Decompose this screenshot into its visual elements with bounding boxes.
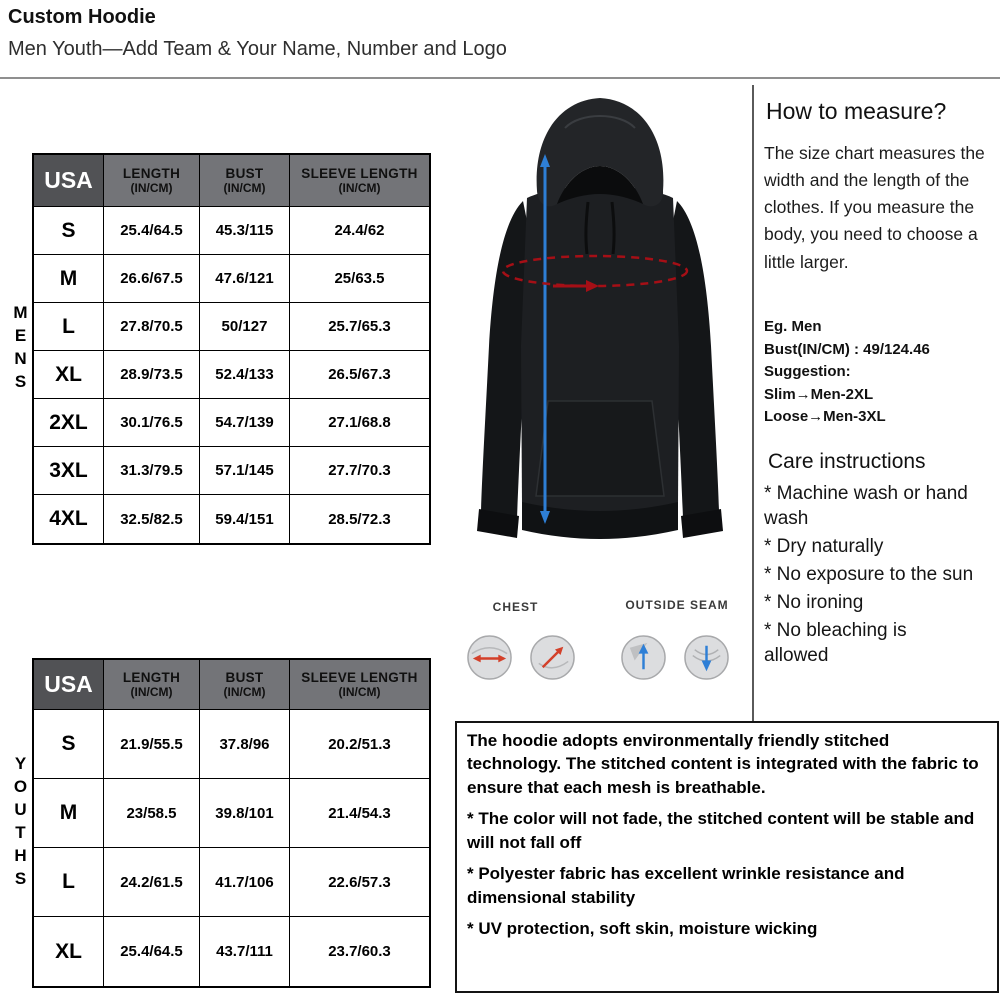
length-cell: 25.4/64.5 <box>104 917 200 986</box>
outside-seam-label: OUTSIDE SEAM <box>625 598 729 612</box>
right-column-divider <box>752 85 754 721</box>
length-cell: 24.2/61.5 <box>104 848 200 917</box>
sleeve-header-label: SLEEVE LENGTH <box>301 670 418 685</box>
bust-cell: 57.1/145 <box>200 447 290 495</box>
sleeve-cell: 28.5/72.3 <box>328 510 391 528</box>
length-cell: 28.9/73.5 <box>104 351 200 399</box>
sleeve-cell: 25.7/65.3 <box>290 303 429 351</box>
seam-up-icon <box>620 634 667 681</box>
length-cell: 30.1/76.5 <box>104 399 200 447</box>
care-item: * No bleaching is allowed <box>764 620 907 667</box>
measure-example-block <box>764 316 994 429</box>
length-unit-label: (IN/CM) <box>130 181 173 195</box>
bust-cell: 52.4/133 <box>200 351 290 399</box>
bust-cell: 37.8/96 <box>200 710 290 779</box>
length-unit-label: (IN/CM) <box>130 685 173 699</box>
mens-table-block <box>8 153 431 545</box>
bust-unit-label: (IN/CM) <box>223 685 266 699</box>
sleeve-cell: 27.1/68.8 <box>290 399 429 447</box>
bust-cell: 54.7/139 <box>200 399 290 447</box>
bust-cell: 41.7/106 <box>200 848 290 917</box>
size-cell: S <box>34 207 104 255</box>
size-cell: M <box>34 779 104 848</box>
usa-header-label: USA <box>44 671 93 697</box>
care-item: * Dry naturally <box>764 536 884 558</box>
chest-around-icon <box>529 634 576 681</box>
chest-label: CHEST <box>492 600 539 614</box>
sleeve-cell: 27.7/70.3 <box>290 447 429 495</box>
youths-group-label: YOUTHS <box>11 754 30 892</box>
page-title: Custom Hoodie <box>8 6 156 28</box>
usa-header-cell <box>34 660 104 710</box>
bust-cell: 47.6/121 <box>200 255 290 303</box>
bust-header-cell <box>200 660 290 710</box>
example-line: Eg. Men <box>764 318 822 335</box>
length-header-cell <box>104 660 200 710</box>
size-cell: M <box>34 255 104 303</box>
how-to-measure-body: The size chart measures the width and the length of the clothes. If you measure the body, you need to choose a little larger. <box>764 143 985 272</box>
size-cell: 3XL <box>34 447 104 495</box>
length-cell: 25.4/64.5 <box>104 207 200 255</box>
size-cell: XL <box>34 917 104 986</box>
product-note: * UV protection, soft skin, moisture wicking <box>467 919 818 939</box>
example-line: Bust(IN/CM) : 49/124.46 <box>764 340 930 358</box>
product-note: * Polyester fabric has excellent wrinkle resistance and dimensional stability <box>467 864 905 907</box>
bust-cell: 39.8/101 <box>200 779 290 848</box>
care-instructions-list <box>764 481 976 672</box>
sleeve-cell: 21.4/54.3 <box>290 779 429 848</box>
example-line: Loose→Men-3XL <box>764 408 886 425</box>
bust-unit-label: (IN/CM) <box>223 181 266 195</box>
length-cell: 31.3/79.5 <box>104 447 200 495</box>
youths-table-block <box>8 658 431 988</box>
size-cell: 2XL <box>34 399 104 447</box>
size-cell: S <box>34 710 104 779</box>
how-to-measure-heading: How to measure? <box>766 98 947 124</box>
care-item: * Machine wash or hand wash <box>764 483 968 530</box>
bust-cell: 43.7/111 <box>200 917 290 986</box>
sleeve-header-label: SLEEVE LENGTH <box>301 166 418 181</box>
size-cell: L <box>34 848 104 917</box>
size-cell: 4XL <box>34 495 104 543</box>
chest-measure-icons <box>466 634 576 681</box>
bust-cell: 45.3/115 <box>200 207 290 255</box>
example-line: Slim→Men-2XL <box>764 385 874 403</box>
length-cell: 26.6/67.5 <box>104 255 200 303</box>
length-cell: 27.8/70.5 <box>104 303 200 351</box>
care-instructions-heading: Care instructions <box>768 450 926 473</box>
usa-header-label: USA <box>44 167 93 193</box>
mens-group-label: MENS <box>11 303 30 395</box>
length-cell: 21.9/55.5 <box>104 710 200 779</box>
sleeve-header-cell <box>290 155 429 207</box>
bust-header-label: BUST <box>225 166 264 181</box>
bust-cell: 50/127 <box>200 303 290 351</box>
product-notes-box <box>455 721 999 993</box>
sleeve-cell: 23.7/60.3 <box>328 943 391 960</box>
hoodie-pocket <box>536 401 664 496</box>
header-divider <box>0 77 1000 79</box>
sleeve-cell: 25/63.5 <box>290 255 429 303</box>
length-cell: 23/58.5 <box>104 779 200 848</box>
care-item: * No exposure to the sun <box>764 564 974 586</box>
chest-width-icon <box>466 634 513 681</box>
sleeve-header-cell <box>290 660 429 710</box>
hoodie-product-image <box>445 86 755 591</box>
seam-down-icon <box>683 634 730 681</box>
bust-header-cell <box>200 155 290 207</box>
bust-header-label: BUST <box>225 670 264 685</box>
youths-size-table <box>32 658 431 988</box>
sleeve-cell: 22.6/57.3 <box>290 848 429 917</box>
length-cell: 32.5/82.5 <box>104 495 200 543</box>
sleeve-cell: 20.2/51.3 <box>290 710 429 779</box>
sleeve-cell: 26.5/67.3 <box>290 351 429 399</box>
page-subtitle: Men Youth—Add Team & Your Name, Number and Logo <box>8 38 507 60</box>
sleeve-cell: 24.4/62 <box>290 207 429 255</box>
size-cell: XL <box>34 351 104 399</box>
length-header-label: LENGTH <box>122 166 181 181</box>
outside-seam-icons <box>620 634 730 681</box>
product-notes-intro: The hoodie adopts environmentally friendly stitched technology. The stitched content is integrated with the fabric to ensure that each mesh is breathable. <box>467 731 979 797</box>
example-line: Suggestion: <box>764 363 851 380</box>
length-header-cell <box>104 155 200 207</box>
mens-size-table <box>32 153 431 545</box>
bust-cell: 59.4/151 <box>200 495 290 543</box>
sleeve-unit-label: (IN/CM) <box>338 181 381 195</box>
product-note: * The color will not fade, the stitched content will be stable and will not fall off <box>467 809 975 852</box>
sleeve-unit-label: (IN/CM) <box>338 685 381 699</box>
care-item: * No ironing <box>764 592 864 614</box>
usa-header-cell <box>34 155 104 207</box>
size-cell: L <box>34 303 104 351</box>
length-header-label: LENGTH <box>122 670 181 685</box>
